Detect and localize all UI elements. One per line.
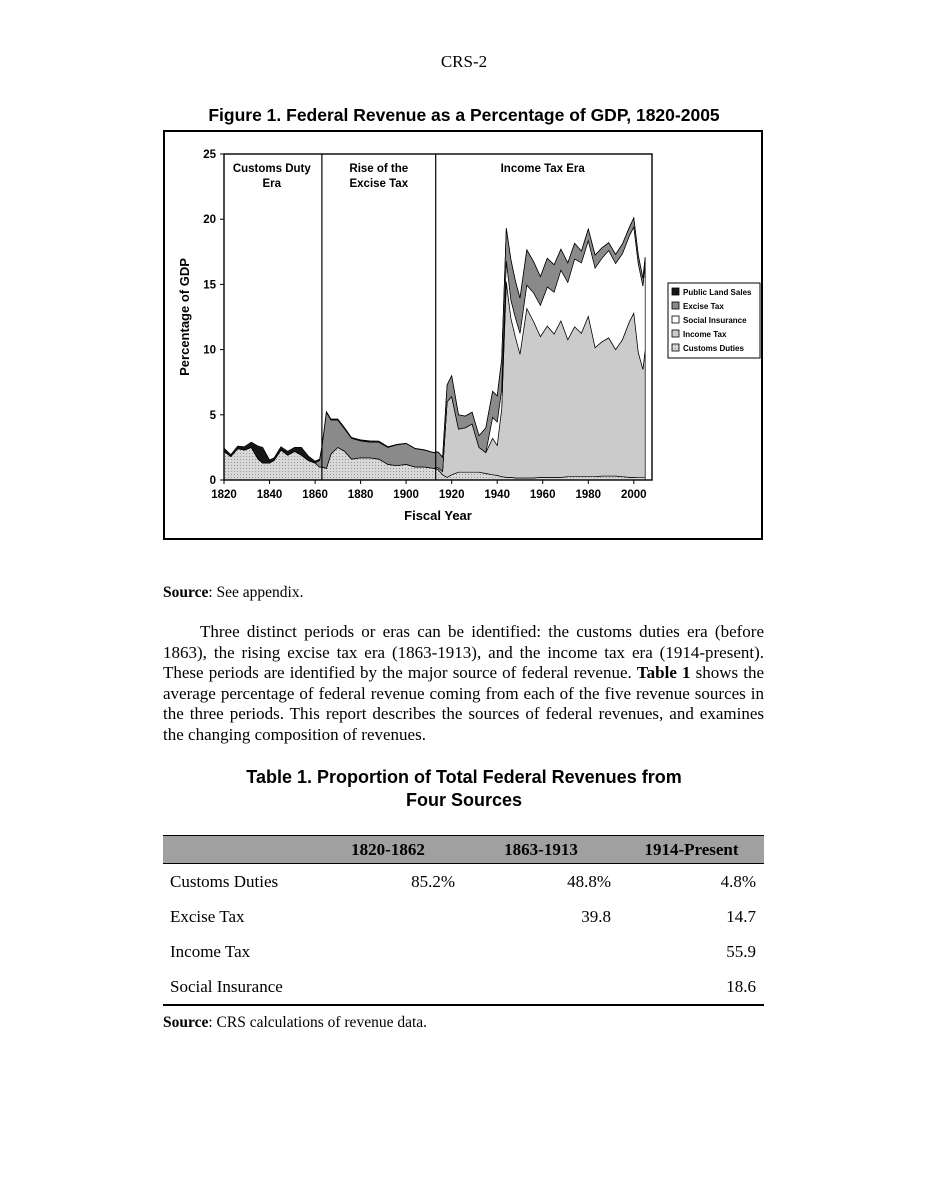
- x-tick-label: 1860: [302, 489, 328, 501]
- y-tick-label: 15: [203, 279, 216, 292]
- x-tick-label: 1980: [575, 489, 602, 501]
- row-label: Excise Tax: [170, 907, 245, 926]
- table1-header-period-2: 1863-1913: [463, 836, 619, 864]
- table-row: [163, 969, 764, 1005]
- table1: [163, 835, 764, 1006]
- cell-value: [313, 899, 463, 934]
- y-axis-title: Percentage of GDP: [177, 258, 192, 376]
- row-label: Customs Duties: [170, 872, 279, 891]
- paragraph-segment: Three distinct periods or eras can be identified: the customs duties era (before 1863), the rising excise tax era (1863-1913), and the income tax era (1914-present). These periods are identified by the major source of federal revenue.: [163, 622, 764, 683]
- body-paragraph: [163, 622, 764, 746]
- x-axis-title: Fiscal Year: [404, 508, 472, 523]
- table1-header-period-1: 1820-1862: [313, 836, 463, 864]
- table-source-label: Source: [163, 1014, 209, 1031]
- legend-label-excise-tax: Excise Tax: [683, 302, 724, 311]
- legend-swatch-income-tax: [672, 330, 679, 337]
- era-label: Customs Duty: [232, 163, 311, 175]
- x-tick-label: 1880: [347, 489, 374, 501]
- x-tick-label: 1940: [484, 489, 510, 501]
- y-tick-label: 20: [203, 214, 216, 227]
- table-row: [163, 934, 764, 969]
- legend-swatch-public-land-sales: [672, 288, 679, 295]
- table1-title-line1: Table 1. Proportion of Total Federal Revenues from: [246, 767, 682, 787]
- cell-value: [313, 934, 463, 969]
- paragraph-segment: shows the average percentage of federal revenue coming from each of the five revenue sources in the three periods. This report describes the sources of federal revenues, and examines the changing composition of revenues.: [163, 663, 764, 744]
- table1-header-blank: [163, 836, 313, 864]
- era-label: Income Tax Era: [500, 163, 585, 175]
- table1-inline-reference: Table 1: [636, 663, 691, 683]
- era-label: Rise of the: [349, 163, 409, 175]
- cell-value: [313, 969, 463, 1005]
- cell-value: 48.8%: [567, 872, 611, 891]
- table1-header-period-3: 1914-Present: [619, 836, 764, 864]
- figure1-title: Figure 1. Federal Revenue as a Percentage of GDP, 1820-2005: [208, 105, 720, 125]
- page-header: CRS-2: [440, 52, 488, 71]
- table-row: [163, 864, 764, 900]
- x-tick-label: 1920: [438, 489, 465, 501]
- table1-title-line2: Four Sources: [405, 790, 523, 810]
- legend-swatch-customs-duties: [672, 344, 679, 351]
- figure-source-text: : See appendix.: [208, 584, 304, 601]
- cell-value: 39.8: [581, 907, 611, 926]
- cell-value: 85.2%: [411, 872, 455, 891]
- legend-label-customs-duties: Customs Duties: [683, 344, 744, 353]
- legend-label-income-tax: Income Tax: [683, 330, 727, 339]
- legend-label-public-land-sales: Public Land Sales: [683, 288, 752, 297]
- y-tick-label: 25: [203, 149, 216, 161]
- figure-source-label: Source: [163, 584, 209, 601]
- table-source-note: [163, 1014, 764, 1032]
- x-tick-label: 1820: [211, 489, 237, 501]
- x-tick-label: 1960: [529, 489, 556, 501]
- x-tick-label: 1900: [393, 489, 419, 501]
- legend-swatch-social-insurance: [672, 316, 679, 323]
- cell-value: 4.8%: [720, 872, 756, 891]
- row-label: Social Insurance: [163, 969, 313, 1005]
- cell-value: 55.9: [726, 942, 756, 961]
- x-tick-label: 1840: [256, 489, 283, 501]
- cell-value: [463, 969, 619, 1005]
- figure1-plot-svg: [165, 132, 761, 538]
- y-tick-label: 5: [209, 409, 216, 422]
- table1-header-row: [163, 836, 764, 864]
- row-label: Income Tax: [170, 942, 251, 961]
- table-row: [163, 899, 764, 934]
- y-tick-label: 10: [203, 344, 216, 357]
- legend-swatch-excise-tax: [672, 302, 679, 309]
- table1-title: [0, 766, 928, 812]
- cell-value: 18.6: [619, 969, 764, 1005]
- legend-label-social-insurance: Social Insurance: [683, 316, 747, 325]
- table-source-text: : CRS calculations of revenue data.: [208, 1014, 428, 1031]
- era-label: Excise Tax: [349, 178, 409, 190]
- cell-value: 14.7: [726, 907, 756, 926]
- era-label: Era: [262, 178, 282, 190]
- cell-value: [463, 934, 619, 969]
- figure1-chart: [163, 130, 763, 540]
- y-tick-label: 0: [209, 475, 216, 487]
- x-tick-label: 2000: [621, 489, 647, 501]
- figure-source-note: [163, 584, 764, 602]
